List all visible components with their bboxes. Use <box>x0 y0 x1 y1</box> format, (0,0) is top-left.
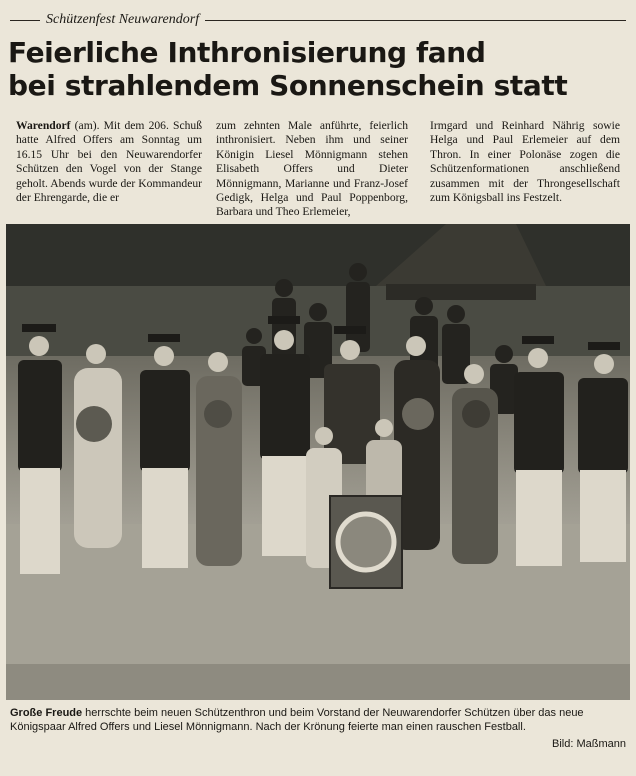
section-kicker: Schützenfest Neuwarendorf <box>46 12 200 27</box>
photo-caption <box>10 706 628 734</box>
dateline: Warendorf <box>16 119 71 132</box>
group-photo <box>6 224 630 700</box>
caption-lead: Große Freude <box>10 707 83 719</box>
article-column-1 <box>16 119 202 220</box>
pavement-shadow <box>6 664 630 700</box>
section-header <box>10 12 626 28</box>
kicker-rule-left <box>10 20 40 21</box>
roof-edge <box>386 284 536 300</box>
kicker-rule-right <box>205 20 626 21</box>
article-column-2 <box>216 119 408 220</box>
caption-text: herrschte beim neuen Schützenthron und beim Vorstand der Neuwarendorfer Schützen über das neue Königspaar Alfred Offers und Liesel Mönnigmann. Nach der Krönung feierte man einen rauschen Festball. <box>10 707 584 733</box>
column-3-text: Irmgard und Reinhard Nährig sowie Helga und Paul Erlemeier auf dem Thron. In einer Polonäse zogen die Schützenformationen anschließend zusammen mit der Throngesellschaft zum Königsball ins Festzelt. <box>430 119 620 205</box>
group-photo-illustration <box>6 224 630 700</box>
column-2-text: zum zehnten Male anführte, feierlich inthronisiert. Neben ihm und seiner Königin Liesel Mönnigmann stehen Elisabeth Offers und Dieter Mönnigmann, Marianne und Franz-Josef Gedigk, Helga und Paul Poppenborg, Barbara und Theo Erlemeier, <box>216 119 408 219</box>
headline <box>8 36 628 102</box>
article-column-3 <box>422 119 620 220</box>
headline-line-2: bei strahlendem Sonnenschein statt <box>8 69 568 102</box>
column-1-text: (am). Mit dem 206. Schuß hatte Alfred Offers am Sonntag um 16.15 Uhr bei den Neuwarendorfer Schützen den Vogel von der Stange geholt. Abends wurde der Kommandeur der Ehrengarde, die er <box>16 119 202 205</box>
wreath <box>338 514 394 570</box>
article-body <box>16 119 624 220</box>
photo-credit: Bild: Maßmann <box>552 738 626 750</box>
headline-line-1: Feierliche Inthronisierung fand <box>8 36 486 69</box>
